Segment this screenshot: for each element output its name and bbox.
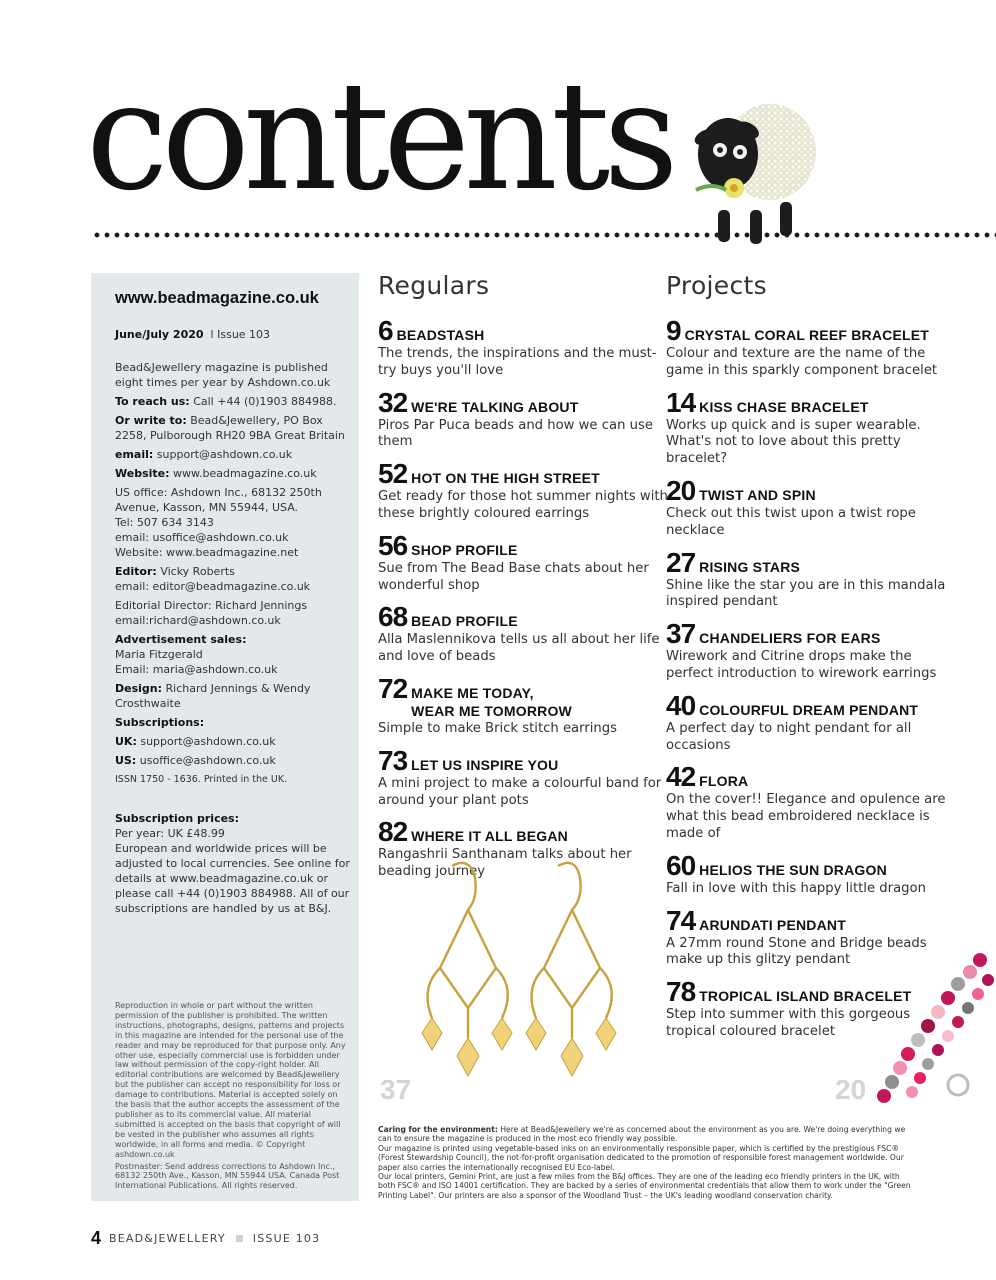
entry-title: MAKE ME TODAY, WEAR ME TOMORROW [411,684,572,719]
entry-title: HOT ON THE HIGH STREET [411,470,600,487]
entry-description: On the cover!! Elegance and opulence are what this bead embroidered necklace is made of [666,792,946,841]
page-number: 37 [666,618,696,650]
contents-entry[interactable] [378,603,668,666]
prices-label: Subscription prices: [115,812,240,825]
subs-us-label: US: [115,754,137,767]
entry-description: Piros Par Puca beads and how we can use them [378,417,653,450]
editorial-director: Editorial Director: Richard Jennings [115,599,308,612]
ad-sales-email[interactable]: Email: maria@ashdown.co.uk [115,663,278,676]
entry-title: HELIOS THE SUN DRAGON [699,861,887,878]
page-number: 6 [378,315,393,346]
contents-entry[interactable] [666,386,956,468]
footer-separator [236,1235,243,1242]
entry-title: SHOP PROFILE [411,541,518,558]
entry-description: Sue from The Bead Base chats about her wonderful shop [378,560,649,593]
director-email[interactable]: email:richard@ashdown.co.uk [115,614,281,627]
reach-phone: Call +44 (0)1903 884988. [193,395,337,408]
price-per-year: Per year: UK £48.99 [115,827,225,840]
dotted-divider [92,231,996,239]
us-email[interactable]: email: usoffice@ashdown.co.uk [115,531,289,544]
page-number: 60 [666,849,696,881]
entry-description: Check out this twist upon a twist rope necklace [666,505,916,538]
page-number: 74 [666,904,696,936]
contents-entry[interactable] [378,460,668,523]
contents-entry[interactable] [666,763,956,842]
page-number: 73 [378,744,408,776]
website-label: Website: [115,467,170,480]
editor-name: Vicky Roberts [160,565,235,578]
environment-printers: Our local printers, Gemini Print, are just a few miles from the B&J offices. They are one of the leading eco friendly printers in the UK, with both FSC® and ISO 14001 certification. They are backed by a series of environmental credentials that allow them to work under the "Green Printing Label". Our printers are also a sponsor of the Woodland Trust – the UK's leading woodland conservation charity. [378,1172,911,1200]
contents-entry[interactable] [378,317,668,380]
page-number: 72 [378,672,408,704]
subs-uk-label: UK: [115,735,137,748]
page-number: 40 [666,689,696,721]
environment-notice [378,1125,918,1200]
website-link[interactable]: www.beadmagazine.co.uk [173,467,317,480]
editor-label: Editor: [115,565,157,578]
entry-description: The trends, the inspirations and the must-try buys you'll love [378,346,657,378]
page-number: 27 [666,546,696,578]
entry-title: BEAD PROFILE [411,613,518,630]
entry-title: TWIST AND SPIN [699,486,816,503]
page-number: 20 [666,474,696,506]
ad-sales-name: Maria Fitzgerald [115,648,203,661]
contents-entry[interactable] [378,672,668,738]
entry-title: FLORA [699,773,749,790]
entry-description: Works up quick and is super wearable. What's not to love about this pretty bracelet? [666,417,921,467]
legal-notice [115,1001,347,1193]
entry-title: COLOURFUL DREAM PENDANT [699,701,919,718]
citrine-earrings-photo [380,858,650,1108]
folio-number: 4 [91,1228,102,1248]
contents-entry[interactable] [666,689,956,755]
entry-title: BEADSTASH [396,327,485,343]
entry-title: WE'RE TALKING ABOUT [411,398,579,415]
projects-column [666,270,956,1050]
magazine-name: BEAD&JEWELLERY [109,1232,226,1245]
entry-title: CHANDELIERS FOR EARS [699,630,881,647]
environment-paper: Our magazine is printed using vegetable-based inks on an environmentally responsible paper, which is certified by the prestigious FSC® (Forest Stewardship Council), the not-for-profit organisation dedicated to the promotion of responsible forest management worldwide. Our paper also carries the internationally recognised EU Eco-label. [378,1143,904,1172]
page-number: 56 [378,529,408,561]
postmaster-text: Postmaster: Send address corrections to Ashdown Inc., 68132 250th Ave., Kasson, MN 55944 USA. Canada Post International Publications. All rights reserved. [115,1161,340,1191]
prices-text: European and worldwide prices will be adjusted to local currencies. See online for details at www.beadmagazine.co.uk or please call +44 (0)1903 884988. All of our subscriptions are handled by us at B&J. [115,842,350,915]
page-number: 82 [378,816,408,848]
issn: ISSN 1750 - 1636. Printed in the UK. [115,774,288,785]
contents-entry[interactable] [666,317,956,380]
entry-description: Wirework and Citrine drops make the perfect introduction to wirework earrings [666,649,937,681]
contents-entry[interactable] [378,386,668,452]
support-email[interactable]: support@ashdown.co.uk [156,448,293,461]
page-number: 32 [378,386,408,418]
website-url[interactable]: www.beadmagazine.co.uk [115,289,319,307]
subs-us-email[interactable]: usoffice@ashdown.co.uk [139,754,276,767]
contents-entry[interactable] [378,529,668,595]
photo-page-ref-20: 20 [835,1074,867,1105]
postal-address: Bead&Jewellery, PO Box 2258, Pulborough RH20 9BA Great Britain [115,414,345,442]
copyright-text: Reproduction in whole or part without the written permission of the publisher is prohibited. The written instructions, photographs, designs, patterns and projects in this magazine are intended for the personal use of the reader and may be reproduced for that purpose only. Any other use, especially commercial use is forbidden under law without permission of the copy-right holder. All editorial contributions are welcomed by Bead&Jewellery but the publisher can accept no responsibility for loss or damage to contributions. Material is accepted solely on the basis that the author accepts the assessment of the publisher as to its commercial value. All material submitted is accepted on the basis that copyright of will be vested in the publisher who assumes all rights worldwide, in all forms and media. © Copyright ashdown.co.uk [115,1001,346,1159]
entry-description: Alla Maslennikova tells us all about her life and love of beads [378,632,660,665]
subscriptions-label: Subscriptions: [115,716,205,729]
ad-sales-label: Advertisement sales: [115,633,247,646]
page-number: 68 [378,601,408,633]
issue-number: Issue 103 [217,328,271,341]
entry-description: Step into summer with this gorgeous tropical coloured bracelet [666,1007,911,1039]
entry-title: WHERE IT ALL BEGAN [411,828,568,845]
entry-description: A perfect day to night pendant for all occasions [666,720,912,753]
page-number: 78 [666,976,696,1008]
page-number: 14 [666,386,696,418]
entry-description: A 27mm round Stone and Bridge beads make up this glitzy pendant [666,935,927,968]
contents-entry[interactable] [666,620,956,683]
page-number: 42 [666,761,696,793]
page-number: 52 [378,458,408,490]
entry-description: Get ready for those hot summer nights with these brightly coloured earrings [378,489,668,521]
photo-page-ref-37: 37 [380,1074,412,1105]
masthead-details [115,327,355,920]
entry-description: Shine like the star you are in this mandala inspired pendant [666,577,946,610]
entry-description: Fall in love with this happy little dragon [666,880,926,896]
contents-entry[interactable] [666,546,956,612]
beaded-sheep-photo [688,92,818,252]
entry-title: RISING STARS [699,558,801,575]
page-footer [91,1228,320,1249]
footer-issue: ISSUE 103 [252,1232,321,1245]
subs-uk-email[interactable]: support@ashdown.co.uk [140,735,276,748]
us-office-address: US office: Ashdown Inc., 68132 250th Avenue, Kasson, MN 55944, USA. [115,486,322,514]
editor-email[interactable]: email: editor@beadmagazine.co.uk [115,580,311,593]
design-label: Design: [115,682,163,695]
us-website[interactable]: Website: www.beadmagazine.net [115,546,299,559]
masthead-sidebar [91,273,359,1201]
write-label: Or write to: [115,414,187,427]
issue-separator: l [210,328,214,341]
entry-title: ARUNDATI PENDANT [699,916,846,933]
publisher-intro: Bead&Jewellery magazine is published eight times per year by Ashdown.co.uk [115,361,331,389]
twisted-bracelet-photo [860,950,996,1110]
contents-entry[interactable] [666,474,956,540]
entry-title: KISS CHASE BRACELET [699,398,869,415]
entry-title: TROPICAL ISLAND BRACELET [699,988,912,1005]
entry-title: LET US INSPIRE YOU [411,756,559,773]
contents-entry[interactable] [378,744,668,810]
page-number: 9 [666,315,681,346]
regulars-heading: Regulars [378,271,490,300]
issue-date: June/July 2020 [115,328,204,341]
design-credits: Richard Jennings & Wendy Crosthwaite [115,682,311,710]
us-phone: Tel: 507 634 3143 [115,516,214,529]
entry-title: CRYSTAL CORAL REEF BRACELET [684,327,930,343]
regulars-column [378,270,668,890]
environment-label: Caring for the environment: [378,1125,498,1134]
page-title: contents [86,50,672,224]
entry-description: Rangashrii Santhanam talks about her beading journey [378,847,632,880]
projects-heading: Projects [666,271,767,300]
environment-text: Here at Bead&Jewellery we're as concerned about the environment as you are. We're doing everything we can to ensure the magazine is produced in the most eco friendly way possible. [378,1125,906,1144]
contents-entry[interactable] [666,849,956,898]
email-label: email: [115,448,154,461]
entry-description: A mini project to make a colourful band for around your plant pots [378,775,662,808]
entry-description: Simple to make Brick stitch earrings [378,720,618,736]
entry-description: Colour and texture are the name of the game in this sparkly component bracelet [666,346,938,378]
reach-label: To reach us: [115,395,190,408]
